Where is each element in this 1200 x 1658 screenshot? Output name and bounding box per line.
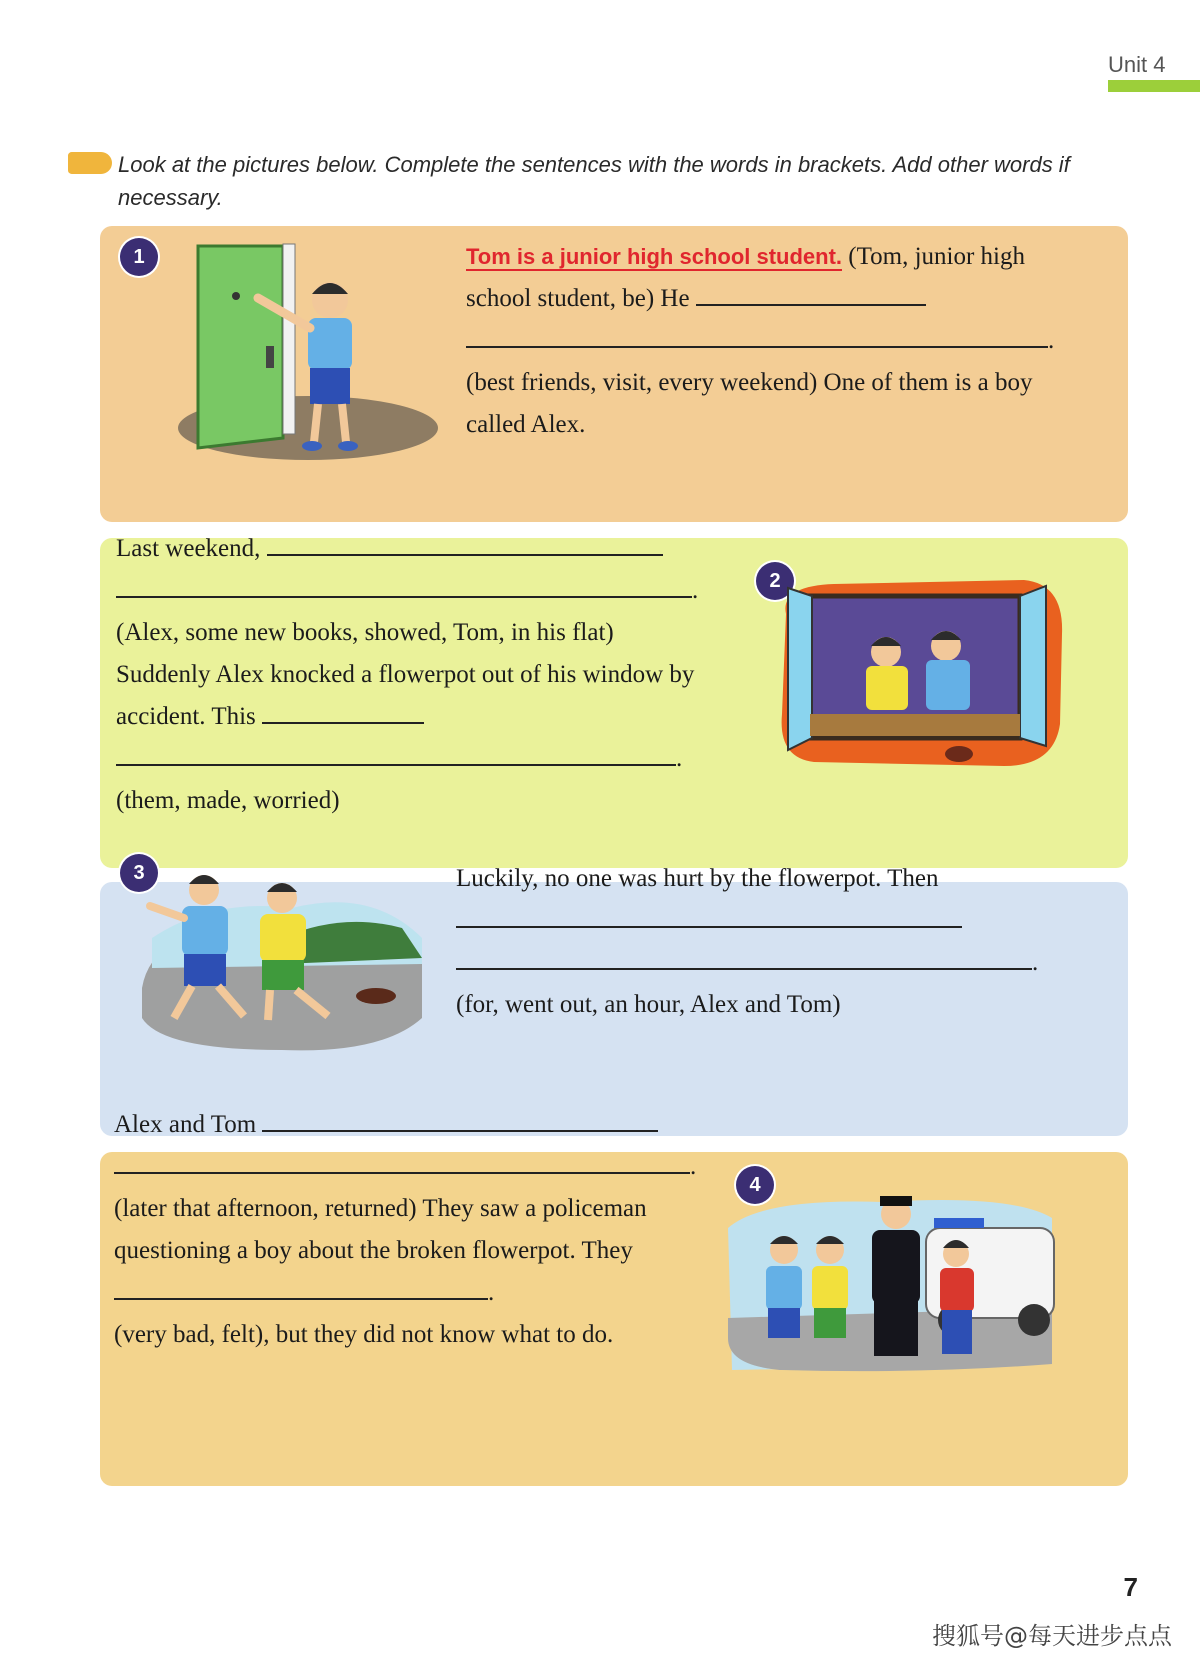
exercise-3-lead: Luckily, no one was hurt by the flowerpot. Then: [456, 865, 939, 892]
period: .: [690, 1153, 697, 1180]
exercise-3-bracket: (for, went out, an hour, Alex and Tom): [456, 991, 841, 1018]
watermark: 搜狐号@每天进步点点: [932, 1622, 1172, 1650]
unit-color-bar: [1108, 80, 1200, 92]
answer-blank-4c[interactable]: [114, 1272, 488, 1300]
exercise-4-text: [114, 1104, 714, 1356]
exercise-4-lead: Alex and Tom: [114, 1111, 257, 1138]
exercise-4-prompt: (later that afternoon, returned) They saw a policeman questioning a boy about the broken flowerpot. They: [114, 1195, 647, 1264]
policeman-scene-illustration: [722, 1188, 1058, 1376]
boys-walking-illustration: [132, 868, 432, 1054]
exercise-1-bracket-2: (best friends, visit, every weekend) One of them is a boy called Alex.: [466, 369, 1033, 438]
answer-blank-3a[interactable]: [456, 900, 962, 928]
answer-blank-3b[interactable]: [456, 942, 1032, 970]
answer-blank-2b[interactable]: [116, 570, 692, 598]
answer-blank-1a[interactable]: [696, 278, 926, 306]
answer-blank-2a[interactable]: [267, 528, 663, 556]
answer-blank-1b[interactable]: [466, 320, 1048, 348]
instruction-marker-icon: [68, 152, 112, 174]
answer-blank-2d[interactable]: [116, 738, 676, 766]
exercise-number-3: 3: [120, 854, 158, 892]
exercise-2-text: [116, 528, 706, 822]
boys-at-window-illustration: [774, 574, 1070, 770]
exercise-number-4: 4: [736, 1166, 774, 1204]
page-number: 7: [1123, 1572, 1138, 1602]
exercise-number-1: 1: [120, 238, 158, 276]
example-answer: Tom is a junior high school student.: [466, 244, 843, 269]
exercise-3-text: [456, 858, 1056, 1026]
period: .: [488, 1279, 495, 1306]
exercise-1-bracket-1: (Tom, junior high school student, be) He: [466, 243, 1026, 312]
exercise-2-lead: Last weekend,: [116, 535, 261, 562]
boy-at-door-illustration: [158, 238, 448, 468]
answer-blank-4a[interactable]: [262, 1104, 658, 1132]
exercise-1-text: [466, 236, 1066, 446]
period: .: [1032, 949, 1039, 976]
answer-blank-2c[interactable]: [262, 696, 424, 724]
exercise-number-2: 2: [756, 562, 794, 600]
exercise-4-bracket: (very bad, felt), but they did not know what to do.: [114, 1321, 614, 1348]
answer-blank-4b[interactable]: [114, 1146, 690, 1174]
period: .: [676, 745, 683, 772]
unit-label: Unit 4: [1108, 52, 1166, 77]
exercise-2-prompt: (Alex, some new books, showed, Tom, in his flat) Suddenly Alex knocked a flowerpot out of his window by accident. This: [116, 619, 695, 730]
period: .: [1048, 327, 1055, 354]
exercise-2-bracket: (them, made, worried): [116, 787, 340, 814]
period: .: [692, 577, 699, 604]
instructions-text: Look at the pictures below. Complete the sentences with the words in brackets. Add other words if necessary.: [118, 152, 1070, 210]
